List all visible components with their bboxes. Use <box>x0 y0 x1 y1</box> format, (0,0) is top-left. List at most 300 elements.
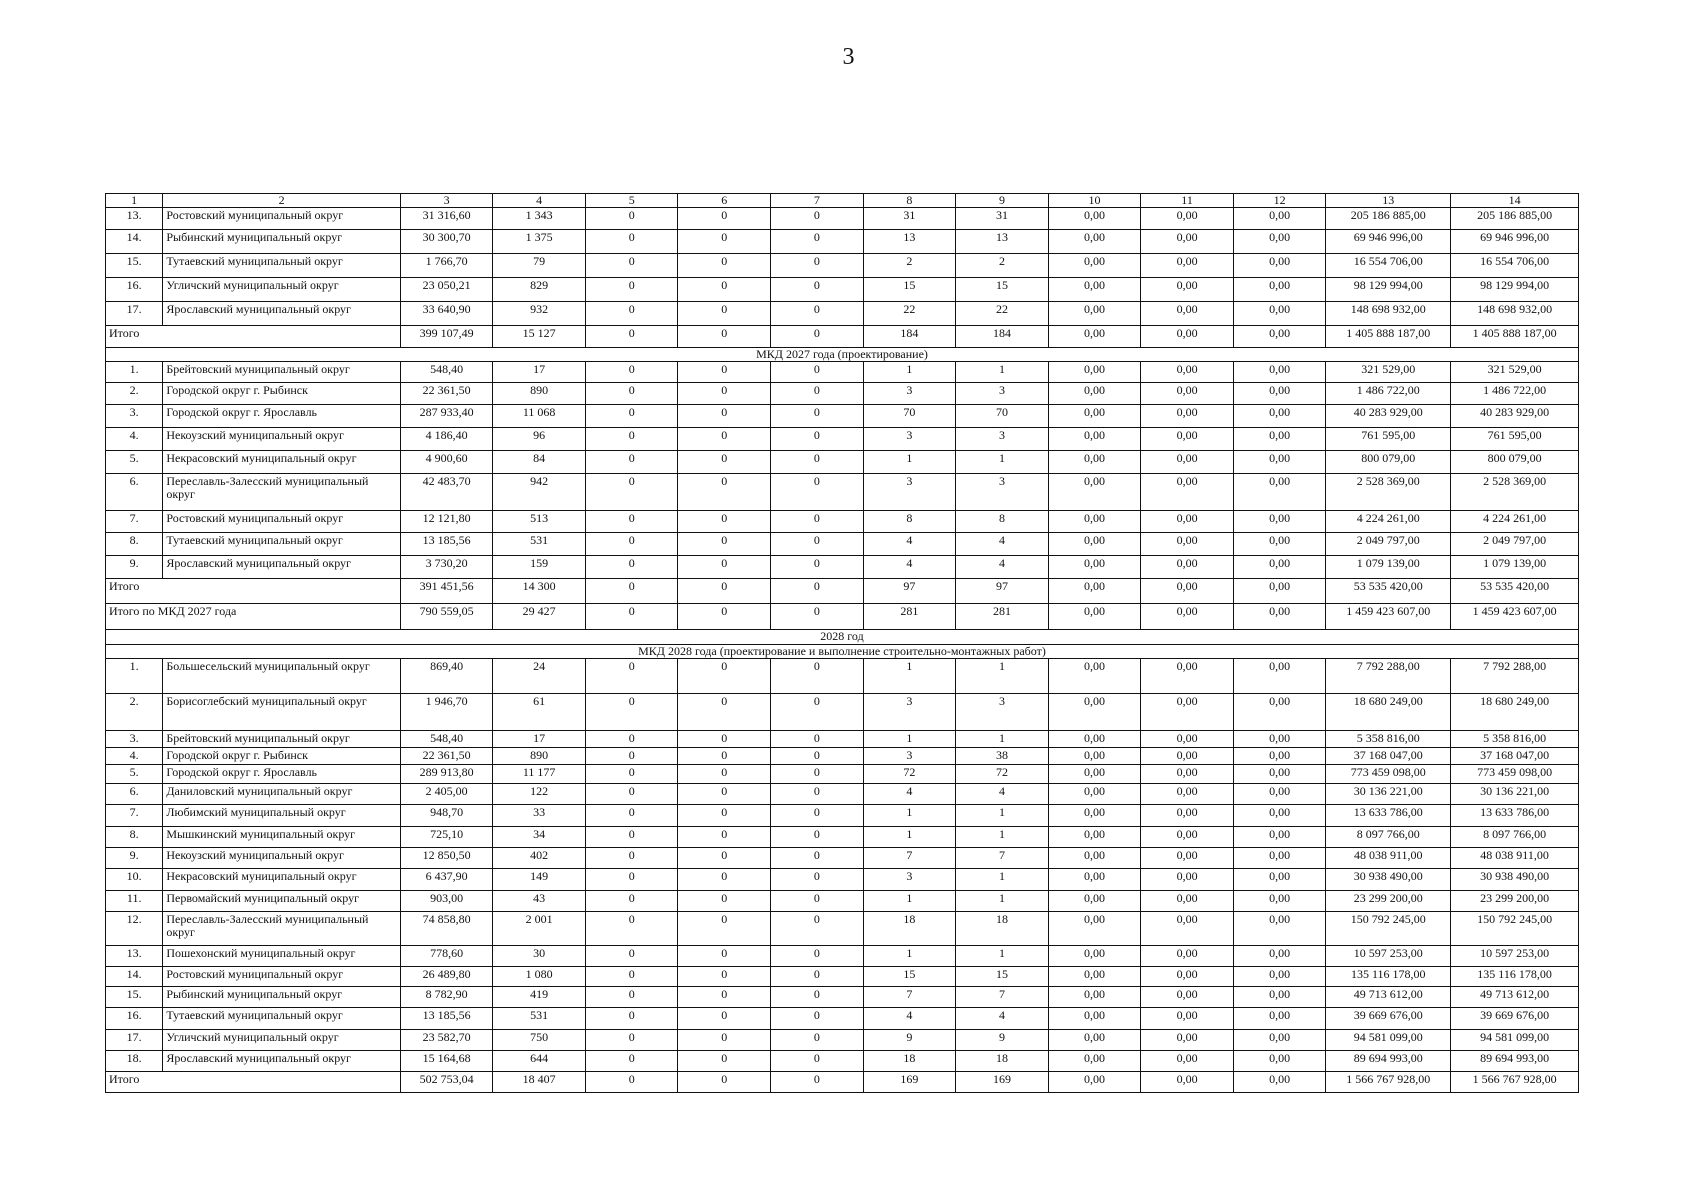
table-cell: 0 <box>585 383 678 405</box>
table-cell: 0,00 <box>1233 891 1326 912</box>
table-cell: 0,00 <box>1233 428 1326 451</box>
table-cell: 3 <box>956 428 1049 451</box>
total-cell: 0 <box>678 579 771 604</box>
table-cell: 4 186,40 <box>400 428 493 451</box>
total-cell: 0 <box>771 1072 864 1093</box>
total-cell: 0,00 <box>1048 326 1141 348</box>
municipality-name: Переславль-Залесский муниципальный округ <box>163 912 400 946</box>
table-row <box>106 748 1579 765</box>
column-number-cell: 6 <box>678 194 771 208</box>
table-cell: 5 358 816,00 <box>1451 731 1579 748</box>
column-number-cell: 13 <box>1326 194 1451 208</box>
row-number: 18. <box>106 1051 163 1072</box>
table-cell: 30 938 490,00 <box>1451 869 1579 891</box>
table-cell: 12 121,80 <box>400 511 493 533</box>
table-row <box>106 302 1579 326</box>
row-number: 1. <box>106 362 163 383</box>
table-cell: 0,00 <box>1233 302 1326 326</box>
table-cell: 0 <box>771 765 864 784</box>
table-cell: 0 <box>585 946 678 967</box>
table-cell: 84 <box>493 451 586 474</box>
section-header-row <box>106 348 1579 362</box>
table-cell: 4 224 261,00 <box>1326 511 1451 533</box>
table-cell: 49 713 612,00 <box>1451 987 1579 1008</box>
table-row <box>106 556 1579 579</box>
municipality-name: Первомайский муниципальный округ <box>163 891 400 912</box>
total-cell: 281 <box>863 604 956 630</box>
table-cell: 0,00 <box>1233 869 1326 891</box>
table-cell: 0,00 <box>1048 254 1141 278</box>
municipality-name: Даниловский муниципальный округ <box>163 784 400 805</box>
table-cell: 644 <box>493 1051 586 1072</box>
table-row <box>106 1051 1579 1072</box>
table-cell: 0,00 <box>1233 912 1326 946</box>
table-cell: 829 <box>493 278 586 302</box>
table-row <box>106 208 1579 230</box>
table-cell: 33 <box>493 805 586 827</box>
table-cell: 0,00 <box>1141 967 1234 987</box>
table-row <box>106 805 1579 827</box>
table-cell: 70 <box>956 405 1049 428</box>
table-cell: 0 <box>678 659 771 694</box>
table-cell: 3 <box>863 474 956 511</box>
table-cell: 0,00 <box>1141 659 1234 694</box>
table-cell: 0,00 <box>1141 1051 1234 1072</box>
row-number: 2. <box>106 383 163 405</box>
table-cell: 89 694 993,00 <box>1326 1051 1451 1072</box>
table-cell: 74 858,80 <box>400 912 493 946</box>
table-cell: 12 850,50 <box>400 848 493 869</box>
total-cell: 1 405 888 187,00 <box>1326 326 1451 348</box>
table-cell: 94 581 099,00 <box>1451 1030 1579 1051</box>
table-cell: 122 <box>493 784 586 805</box>
table-cell: 0 <box>771 891 864 912</box>
row-number: 16. <box>106 1008 163 1030</box>
table-cell: 1 375 <box>493 230 586 254</box>
table-row <box>106 784 1579 805</box>
table-cell: 1 946,70 <box>400 694 493 731</box>
table-cell: 0,00 <box>1141 208 1234 230</box>
table-cell: 2 405,00 <box>400 784 493 805</box>
total-cell: 0 <box>771 604 864 630</box>
table-cell: 0 <box>585 1030 678 1051</box>
table-cell: 287 933,40 <box>400 405 493 428</box>
total-cell: 0,00 <box>1141 604 1234 630</box>
table-cell: 0,00 <box>1048 912 1141 946</box>
row-number: 17. <box>106 1030 163 1051</box>
table-cell: 289 913,80 <box>400 765 493 784</box>
table-cell: 0 <box>585 765 678 784</box>
table-cell: 0 <box>771 1051 864 1072</box>
table-cell: 7 <box>956 987 1049 1008</box>
table-cell: 0 <box>678 848 771 869</box>
table-row <box>106 731 1579 748</box>
table-cell: 0,00 <box>1048 428 1141 451</box>
table-cell: 0 <box>678 731 771 748</box>
column-number-cell: 11 <box>1141 194 1234 208</box>
table-cell: 0,00 <box>1048 784 1141 805</box>
table-cell: 0 <box>585 254 678 278</box>
table-row <box>106 659 1579 694</box>
table-cell: 0,00 <box>1048 869 1141 891</box>
table-cell: 0,00 <box>1141 805 1234 827</box>
total-cell: 0,00 <box>1141 579 1234 604</box>
row-number: 4. <box>106 748 163 765</box>
table-cell: 0,00 <box>1141 428 1234 451</box>
column-number-cell: 8 <box>863 194 956 208</box>
table-cell: 15 <box>863 967 956 987</box>
table-cell: 49 713 612,00 <box>1326 987 1451 1008</box>
table-cell: 1 <box>956 946 1049 967</box>
table-cell: 0,00 <box>1048 748 1141 765</box>
table-cell: 15 <box>956 967 1049 987</box>
table-cell: 1 <box>863 362 956 383</box>
table-cell: 0 <box>585 556 678 579</box>
municipality-name: Городской округ г. Ярославль <box>163 765 400 784</box>
table-cell: 1 <box>863 827 956 848</box>
table-cell: 0,00 <box>1048 765 1141 784</box>
table-cell: 761 595,00 <box>1326 428 1451 451</box>
table-cell: 0 <box>771 254 864 278</box>
table-cell: 5 358 816,00 <box>1326 731 1451 748</box>
table-cell: 22 <box>956 302 1049 326</box>
table-cell: 37 168 047,00 <box>1326 748 1451 765</box>
table-cell: 1 <box>956 659 1049 694</box>
table-cell: 37 168 047,00 <box>1451 748 1579 765</box>
table-cell: 10 597 253,00 <box>1326 946 1451 967</box>
table-cell: 2 528 369,00 <box>1326 474 1451 511</box>
table-cell: 0 <box>585 208 678 230</box>
table-cell: 7 <box>863 848 956 869</box>
table-cell: 1 766,70 <box>400 254 493 278</box>
table-cell: 79 <box>493 254 586 278</box>
table-cell: 17 <box>493 731 586 748</box>
total-cell: 53 535 420,00 <box>1326 579 1451 604</box>
total-cell: 281 <box>956 604 1049 630</box>
table-cell: 0 <box>585 805 678 827</box>
table-cell: 48 038 911,00 <box>1451 848 1579 869</box>
table-cell: 42 483,70 <box>400 474 493 511</box>
table-cell: 0,00 <box>1048 1030 1141 1051</box>
table-cell: 0 <box>678 405 771 428</box>
table-cell: 0,00 <box>1048 451 1141 474</box>
table-cell: 0 <box>771 987 864 1008</box>
table-cell: 3 <box>863 869 956 891</box>
table-cell: 0 <box>771 848 864 869</box>
table-cell: 0,00 <box>1233 694 1326 731</box>
table-cell: 98 129 994,00 <box>1451 278 1579 302</box>
table-cell: 0,00 <box>1141 765 1234 784</box>
table-cell: 15 <box>863 278 956 302</box>
table-cell: 0 <box>678 302 771 326</box>
section-title: МКД 2027 года (проектирование) <box>106 348 1579 362</box>
total-cell: 0 <box>678 1072 771 1093</box>
table-cell: 2 001 <box>493 912 586 946</box>
table-cell: 94 581 099,00 <box>1326 1030 1451 1051</box>
table-cell: 0,00 <box>1233 474 1326 511</box>
table-cell: 0,00 <box>1141 748 1234 765</box>
table-cell: 0,00 <box>1048 533 1141 556</box>
table-cell: 0,00 <box>1048 987 1141 1008</box>
table-cell: 800 079,00 <box>1326 451 1451 474</box>
municipality-name: Ростовский муниципальный округ <box>163 967 400 987</box>
table-cell: 89 694 993,00 <box>1451 1051 1579 1072</box>
table-cell: 0 <box>771 362 864 383</box>
total-row <box>106 326 1579 348</box>
table-cell: 0 <box>678 1030 771 1051</box>
table-cell: 0,00 <box>1233 1051 1326 1072</box>
table-row <box>106 254 1579 278</box>
table-cell: 0,00 <box>1141 1030 1234 1051</box>
table-cell: 0 <box>771 451 864 474</box>
table-cell: 0,00 <box>1233 748 1326 765</box>
total-cell: 1 459 423 607,00 <box>1451 604 1579 630</box>
table-cell: 3 <box>956 474 1049 511</box>
municipality-name: Ростовский муниципальный округ <box>163 511 400 533</box>
municipality-name: Большесельский муниципальный округ <box>163 659 400 694</box>
table-row <box>106 362 1579 383</box>
total-cell: 0 <box>771 579 864 604</box>
table-cell: 0 <box>585 748 678 765</box>
table-cell: 4 <box>956 533 1049 556</box>
total-cell: 15 127 <box>493 326 586 348</box>
total-cell: 0 <box>678 604 771 630</box>
column-number-cell: 7 <box>771 194 864 208</box>
total-cell: 502 753,04 <box>400 1072 493 1093</box>
table-cell: 0,00 <box>1048 302 1141 326</box>
table-cell: 1 <box>956 891 1049 912</box>
table-cell: 0 <box>585 1051 678 1072</box>
table-cell: 0,00 <box>1141 1008 1234 1030</box>
table-cell: 0 <box>585 451 678 474</box>
table-cell: 0 <box>771 659 864 694</box>
table-cell: 0,00 <box>1141 254 1234 278</box>
table-cell: 2 <box>956 254 1049 278</box>
table-cell: 69 946 996,00 <box>1326 230 1451 254</box>
column-number-cell: 4 <box>493 194 586 208</box>
table-cell: 2 528 369,00 <box>1451 474 1579 511</box>
table-cell: 0 <box>585 784 678 805</box>
table-cell: 4 224 261,00 <box>1451 511 1579 533</box>
table-cell: 30 136 221,00 <box>1451 784 1579 805</box>
table-cell: 16 554 706,00 <box>1451 254 1579 278</box>
table-cell: 43 <box>493 891 586 912</box>
table-cell: 0,00 <box>1233 1008 1326 1030</box>
table-row <box>106 451 1579 474</box>
table-cell: 0 <box>771 533 864 556</box>
table-cell: 13 <box>863 230 956 254</box>
table-cell: 0 <box>678 230 771 254</box>
table-cell: 0,00 <box>1141 848 1234 869</box>
table-row <box>106 827 1579 848</box>
table-cell: 761 595,00 <box>1451 428 1579 451</box>
table-cell: 0 <box>678 428 771 451</box>
row-number: 3. <box>106 731 163 748</box>
total-cell: 1 566 767 928,00 <box>1451 1072 1579 1093</box>
total-cell: 18 407 <box>493 1072 586 1093</box>
row-number: 1. <box>106 659 163 694</box>
municipality-name: Ярославский муниципальный округ <box>163 556 400 579</box>
table-row <box>106 987 1579 1008</box>
table-cell: 0,00 <box>1048 946 1141 967</box>
table-cell: 0 <box>678 912 771 946</box>
table-cell: 2 049 797,00 <box>1451 533 1579 556</box>
total-cell: 53 535 420,00 <box>1451 579 1579 604</box>
table-cell: 0 <box>771 278 864 302</box>
table-cell: 1 079 139,00 <box>1451 556 1579 579</box>
row-number: 10. <box>106 869 163 891</box>
table-cell: 3 <box>956 694 1049 731</box>
table-cell: 0,00 <box>1048 891 1141 912</box>
table-cell: 0 <box>585 1008 678 1030</box>
row-number: 8. <box>106 827 163 848</box>
table-cell: 23 050,21 <box>400 278 493 302</box>
table-cell: 69 946 996,00 <box>1451 230 1579 254</box>
column-number-cell: 9 <box>956 194 1049 208</box>
table-cell: 0 <box>585 428 678 451</box>
municipality-name: Пошехонский муниципальный округ <box>163 946 400 967</box>
table-cell: 0 <box>771 869 864 891</box>
table-cell: 0,00 <box>1048 230 1141 254</box>
data-table <box>105 193 1579 1093</box>
table-cell: 1 343 <box>493 208 586 230</box>
table-cell: 1 486 722,00 <box>1326 383 1451 405</box>
table-cell: 0 <box>678 474 771 511</box>
table-cell: 0,00 <box>1233 805 1326 827</box>
table-cell: 0,00 <box>1141 987 1234 1008</box>
municipality-name: Борисоглебский муниципальный округ <box>163 694 400 731</box>
table-cell: 0 <box>771 912 864 946</box>
table-cell: 1 079 139,00 <box>1326 556 1451 579</box>
column-number-cell: 3 <box>400 194 493 208</box>
row-number: 7. <box>106 511 163 533</box>
table-row <box>106 694 1579 731</box>
table-cell: 548,40 <box>400 731 493 748</box>
municipality-name: Переславль-Залесский муниципальный округ <box>163 474 400 511</box>
table-cell: 0 <box>678 254 771 278</box>
row-number: 13. <box>106 208 163 230</box>
total-cell: 14 300 <box>493 579 586 604</box>
table-row <box>106 511 1579 533</box>
row-number: 5. <box>106 765 163 784</box>
table-cell: 0 <box>585 694 678 731</box>
table-cell: 0,00 <box>1141 451 1234 474</box>
table-cell: 0 <box>771 805 864 827</box>
table-cell: 0,00 <box>1141 302 1234 326</box>
table-cell: 0 <box>771 230 864 254</box>
table-cell: 0 <box>678 511 771 533</box>
table-cell: 148 698 932,00 <box>1326 302 1451 326</box>
table-cell: 72 <box>956 765 1049 784</box>
table-cell: 7 792 288,00 <box>1326 659 1451 694</box>
table-row <box>106 405 1579 428</box>
table-cell: 40 283 929,00 <box>1326 405 1451 428</box>
table-cell: 0 <box>678 208 771 230</box>
table-cell: 0 <box>678 694 771 731</box>
table-cell: 0 <box>678 827 771 848</box>
table-cell: 70 <box>863 405 956 428</box>
column-number-cell: 10 <box>1048 194 1141 208</box>
table-cell: 39 669 676,00 <box>1326 1008 1451 1030</box>
total-cell: 0 <box>771 326 864 348</box>
table-cell: 890 <box>493 383 586 405</box>
table-cell: 4 <box>863 784 956 805</box>
table-cell: 0,00 <box>1233 946 1326 967</box>
table-cell: 0 <box>771 556 864 579</box>
total-label: Итого <box>106 326 401 348</box>
table-cell: 23 582,70 <box>400 1030 493 1051</box>
table-cell: 15 164,68 <box>400 1051 493 1072</box>
table-cell: 321 529,00 <box>1451 362 1579 383</box>
table-cell: 0,00 <box>1233 511 1326 533</box>
municipality-name: Брейтовский муниципальный округ <box>163 362 400 383</box>
table-cell: 1 486 722,00 <box>1451 383 1579 405</box>
table-cell: 0,00 <box>1233 533 1326 556</box>
table-cell: 0,00 <box>1141 784 1234 805</box>
table-cell: 0,00 <box>1141 362 1234 383</box>
table-cell: 38 <box>956 748 1049 765</box>
table-row <box>106 278 1579 302</box>
table-cell: 8 <box>863 511 956 533</box>
total-cell: 0 <box>585 1072 678 1093</box>
table-cell: 0,00 <box>1141 731 1234 748</box>
table-cell: 0 <box>678 451 771 474</box>
table-cell: 0 <box>771 1008 864 1030</box>
table-cell: 4 <box>863 1008 956 1030</box>
column-number-row <box>106 194 1579 208</box>
table-cell: 0 <box>585 302 678 326</box>
table-row <box>106 383 1579 405</box>
table-cell: 0,00 <box>1233 362 1326 383</box>
table-cell: 61 <box>493 694 586 731</box>
row-number: 16. <box>106 278 163 302</box>
table-cell: 0 <box>678 765 771 784</box>
table-cell: 531 <box>493 533 586 556</box>
table-cell: 0 <box>678 362 771 383</box>
table-cell: 96 <box>493 428 586 451</box>
table-cell: 1 <box>956 827 1049 848</box>
table-cell: 0 <box>585 827 678 848</box>
total-cell: 0,00 <box>1048 604 1141 630</box>
table-cell: 4 <box>956 1008 1049 1030</box>
table-row <box>106 428 1579 451</box>
table-cell: 0,00 <box>1141 946 1234 967</box>
row-number: 15. <box>106 254 163 278</box>
table-cell: 0 <box>678 278 771 302</box>
table-cell: 8 097 766,00 <box>1451 827 1579 848</box>
table-cell: 18 <box>863 912 956 946</box>
table-cell: 0 <box>585 405 678 428</box>
table-row <box>106 1008 1579 1030</box>
row-number: 9. <box>106 848 163 869</box>
table-cell: 0 <box>585 533 678 556</box>
row-number: 2. <box>106 694 163 731</box>
table-cell: 0,00 <box>1233 967 1326 987</box>
table-cell: 30 300,70 <box>400 230 493 254</box>
table-cell: 0 <box>771 302 864 326</box>
table-cell: 903,00 <box>400 891 493 912</box>
table-cell: 31 316,60 <box>400 208 493 230</box>
table-cell: 22 361,50 <box>400 383 493 405</box>
table-cell: 34 <box>493 827 586 848</box>
table-row <box>106 946 1579 967</box>
table-cell: 0,00 <box>1233 659 1326 694</box>
table-cell: 0,00 <box>1048 659 1141 694</box>
total-label: Итого <box>106 579 401 604</box>
table-cell: 31 <box>956 208 1049 230</box>
table-cell: 1 <box>863 451 956 474</box>
total-cell: 184 <box>956 326 1049 348</box>
